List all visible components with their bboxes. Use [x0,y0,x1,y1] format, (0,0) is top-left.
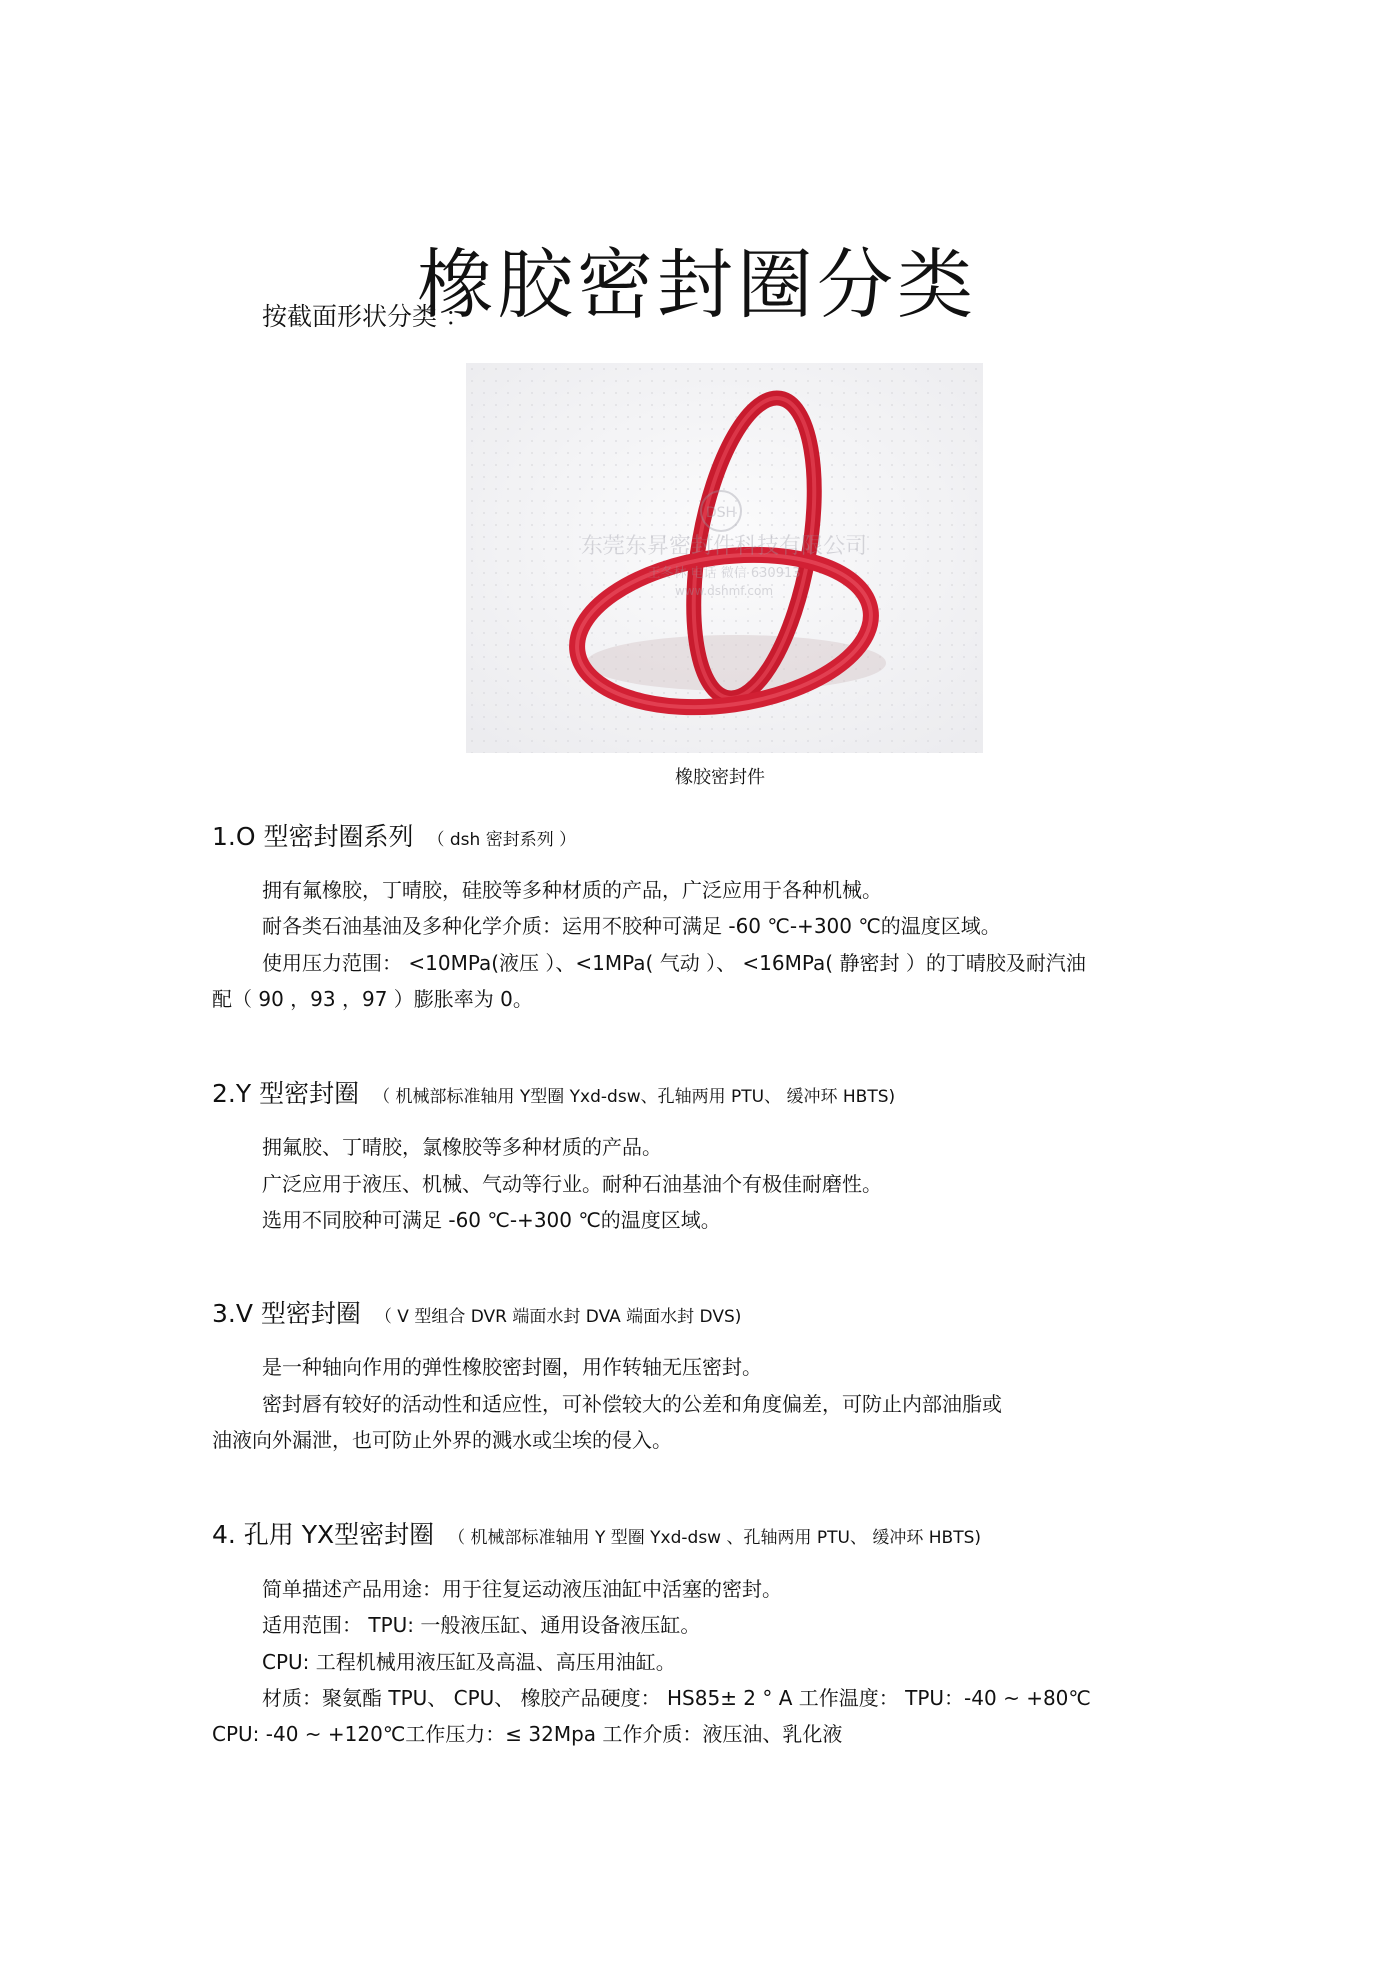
section-note: （ V 型组合 DVR 端面水封 DVA 端面水封 DVS) [374,1307,742,1327]
section-title: 3.V 型密封圈 [212,1299,361,1328]
section-heading [212,820,576,857]
seal-rings-photo [466,363,983,753]
subtitle: 按截面形状分类 ： [262,302,470,331]
body-line: 拥氟胶、丁晴胶，氯橡胶等多种材质的产品。 [262,1135,662,1159]
section-heading [212,1297,741,1334]
body-line: CPU: -40 ~ +120℃工作压力：≤ 32Mpa 工作介质：液压油、乳化液 [212,1722,843,1746]
section-note: （ 机械部标准轴用 Y 型圈 Yxd-dsw 、孔轴两用 PTU、 缓冲环 HBTS) [448,1528,982,1548]
body-line: 使用压力范围： <10MPa(液压 ）、<1MPa( 气动 ）、 <16MPa( 静密封 ）的丁晴胶及耐汽油 [262,951,1086,975]
body-line: 适用范围： TPU: 一般液压缸、通用设备液压缸。 [262,1613,701,1637]
section-title: 4. 孔用 YX型密封圈 [212,1520,435,1549]
body-line: 是一种轴向作用的弹性橡胶密封圈，用作转轴无压密封。 [262,1355,762,1379]
watermark-contact: 王冬林 电话 微信 630913 [647,566,801,581]
body-line: CPU: 工程机械用液压缸及高温、高压用油缸。 [262,1650,676,1674]
section-heading [212,1518,981,1555]
section-title: 1.O 型密封圈系列 [212,822,414,851]
watermark-company: 东莞东昇密封件科技有限公司 [580,534,868,559]
body-line: 广泛应用于液压、机械、气动等行业。耐种石油基油个有极佳耐磨性。 [262,1172,882,1196]
section-note: （ dsh 密封系列 ） [427,830,577,850]
page-title: 橡胶密封圈分类 [417,239,977,329]
section-note: （ 机械部标准轴用 Y型圈 Yxd-dsw、孔轴两用 PTU、 缓冲环 HBTS) [373,1087,896,1107]
body-line: 密封唇有较好的活动性和适应性，可补偿较大的公差和角度偏差，可防止内部油脂或 [262,1392,1002,1416]
section-title: 2.Y 型密封圈 [212,1079,360,1108]
body-line: 拥有氟橡胶，丁晴胶，硅胶等多种材质的产品，广泛应用于各种机械。 [262,878,882,902]
body-line: 配（ 90 ，93 ，97 ）膨胀率为 0。 [212,987,533,1011]
body-line: 选用不同胶种可满足 -60 ℃-+300 ℃的温度区域。 [262,1208,721,1232]
body-line: 油液向外漏泄，也可防止外界的溅水或尘埃的侵入。 [212,1428,672,1452]
body-line: 材质：聚氨酯 TPU、 CPU、 橡胶产品硬度： HS85± 2 ° A 工作温度： TPU：-40 ~ +80℃ [262,1686,1091,1710]
figure-caption: 橡胶密封件 [675,767,765,788]
body-line: 耐各类石油基油及多种化学介质：运用不胶种可满足 -60 ℃-+300 ℃的温度区域。 [262,914,1001,938]
section-heading [212,1077,895,1114]
watermark-url: www.dshmf.com [674,584,774,598]
body-line: 简单描述产品用途：用于往复运动液压油缸中活塞的密封。 [262,1577,782,1601]
watermark-logo: DSH [705,505,737,521]
